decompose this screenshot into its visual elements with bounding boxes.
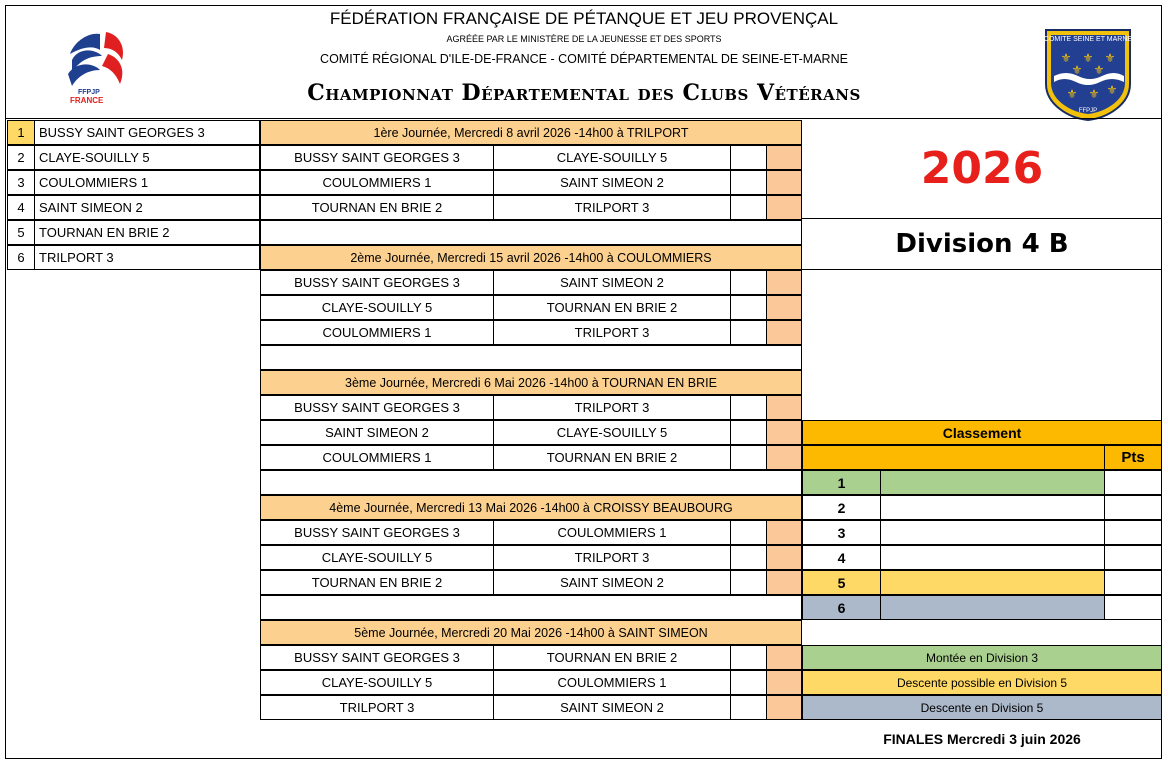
score-cell <box>766 195 802 220</box>
away-team: CLAYE-SOUILLY 5 <box>493 145 731 170</box>
score-cell <box>730 670 767 695</box>
away-team: TOURNAN EN BRIE 2 <box>493 445 731 470</box>
round-header: 4ème Journée, Mercredi 13 Mai 2026 -14h00 à CROISSY BEAUBOURG <box>260 495 802 520</box>
away-team: TRILPORT 3 <box>493 395 731 420</box>
team-number: 5 <box>7 220 35 245</box>
score-cell <box>766 445 802 470</box>
home-team: BUSSY SAINT GEORGES 3 <box>260 270 494 295</box>
rank-team <box>880 520 1105 545</box>
score-cell <box>766 395 802 420</box>
home-team: SAINT SIMEON 2 <box>260 420 494 445</box>
team-number: 1 <box>7 120 35 145</box>
classement-header <box>802 445 1105 470</box>
round-spacer <box>260 595 802 620</box>
logo-right-text: COMITE SEINE ET MARNE <box>1044 36 1132 43</box>
score-cell <box>766 295 802 320</box>
agreement-line: AGRÉÉE PAR LE MINISTÈRE DE LA JEUNESSE ET DES SPORTS <box>446 34 722 44</box>
score-cell <box>766 570 802 595</box>
away-team: SAINT SIMEON 2 <box>493 570 731 595</box>
home-team: TOURNAN EN BRIE 2 <box>260 570 494 595</box>
logo-left-country: FRANCE <box>70 96 104 105</box>
legend-promotion: Montée en Division 3 <box>802 645 1162 670</box>
home-team: COULOMMIERS 1 <box>260 445 494 470</box>
logo-right-sub: FFPJP <box>1078 108 1098 114</box>
home-team: COULOMMIERS 1 <box>260 320 494 345</box>
away-team: SAINT SIMEON 2 <box>493 270 731 295</box>
score-cell <box>730 645 767 670</box>
score-cell <box>730 295 767 320</box>
home-team: CLAYE-SOUILLY 5 <box>260 295 494 320</box>
season-year: 2026 <box>802 118 1162 219</box>
score-cell <box>766 270 802 295</box>
division-label: Division 4 B <box>802 219 1162 270</box>
home-team: BUSSY SAINT GEORGES 3 <box>260 520 494 545</box>
score-cell <box>730 145 767 170</box>
team-number: 2 <box>7 145 35 170</box>
away-team: TRILPORT 3 <box>493 320 731 345</box>
svg-text:⚜: ⚜ <box>1066 87 1078 101</box>
score-cell <box>730 520 767 545</box>
rank-team <box>880 495 1105 520</box>
round-header: 1ère Journée, Mercredi 8 avril 2026 -14h00 à TRILPORT <box>260 120 802 145</box>
rank-number: 6 <box>802 595 881 620</box>
svg-text:⚜: ⚜ <box>1106 83 1118 97</box>
score-cell <box>730 570 767 595</box>
rank-points <box>1104 545 1162 570</box>
home-team: BUSSY SAINT GEORGES 3 <box>260 145 494 170</box>
rank-number: 5 <box>802 570 881 595</box>
rank-points <box>1104 520 1162 545</box>
score-cell <box>730 545 767 570</box>
rank-team <box>880 545 1105 570</box>
comite-seine-et-marne-shield <box>1044 28 1132 122</box>
away-team: SAINT SIMEON 2 <box>493 695 731 720</box>
pts-header: Pts <box>1104 445 1162 470</box>
away-team: TRILPORT 3 <box>493 545 731 570</box>
rank-points <box>1104 495 1162 520</box>
score-cell <box>730 170 767 195</box>
legend-relegation: Descente en Division 5 <box>802 695 1162 720</box>
team-name: SAINT SIMEON 2 <box>34 195 260 220</box>
home-team: BUSSY SAINT GEORGES 3 <box>260 645 494 670</box>
home-team: BUSSY SAINT GEORGES 3 <box>260 395 494 420</box>
rank-number: 2 <box>802 495 881 520</box>
score-cell <box>730 195 767 220</box>
score-cell <box>766 545 802 570</box>
round-header: 3ème Journée, Mercredi 6 Mai 2026 -14h00 à TOURNAN EN BRIE <box>260 370 802 395</box>
team-name: BUSSY SAINT GEORGES 3 <box>34 120 260 145</box>
svg-text:⚜: ⚜ <box>1071 63 1083 77</box>
home-team: CLAYE-SOUILLY 5 <box>260 545 494 570</box>
legend-possible-relegation: Descente possible en Division 5 <box>802 670 1162 695</box>
team-name: TRILPORT 3 <box>34 245 260 270</box>
rank-points <box>1104 595 1162 620</box>
team-number: 4 <box>7 195 35 220</box>
team-name: COULOMMIERS 1 <box>34 170 260 195</box>
score-cell <box>730 270 767 295</box>
away-team: SAINT SIMEON 2 <box>493 170 731 195</box>
ffpjp-rooster-logo <box>60 26 136 106</box>
championship-title: Championnat Départemental des Clubs Vétérans <box>307 80 861 106</box>
rank-team <box>880 570 1105 595</box>
score-cell <box>766 320 802 345</box>
score-cell <box>730 445 767 470</box>
away-team: COULOMMIERS 1 <box>493 670 731 695</box>
svg-text:⚜: ⚜ <box>1104 51 1116 65</box>
score-cell <box>730 395 767 420</box>
committee-line: COMITÉ RÉGIONAL D'ILE-DE-FRANCE - COMITÉ DÉPARTEMENTAL DE SEINE-ET-MARNE <box>320 52 848 66</box>
team-number: 3 <box>7 170 35 195</box>
score-cell <box>730 420 767 445</box>
score-cell <box>766 645 802 670</box>
rank-points <box>1104 470 1162 495</box>
rank-points <box>1104 570 1162 595</box>
round-spacer <box>260 470 802 495</box>
round-header: 2ème Journée, Mercredi 15 avril 2026 -14h00 à COULOMMIERS <box>260 245 802 270</box>
away-team: TOURNAN EN BRIE 2 <box>493 645 731 670</box>
svg-text:⚜: ⚜ <box>1060 51 1072 65</box>
finals-date: FINALES Mercredi 3 juin 2026 <box>883 731 1081 747</box>
team-number: 6 <box>7 245 35 270</box>
svg-text:⚜: ⚜ <box>1082 51 1094 65</box>
score-cell <box>730 695 767 720</box>
away-team: TRILPORT 3 <box>493 195 731 220</box>
score-cell <box>766 145 802 170</box>
home-team: TOURNAN EN BRIE 2 <box>260 195 494 220</box>
score-cell <box>766 670 802 695</box>
score-cell <box>766 695 802 720</box>
rank-number: 3 <box>802 520 881 545</box>
team-name: CLAYE-SOUILLY 5 <box>34 145 260 170</box>
score-cell <box>766 520 802 545</box>
classement-title: Classement <box>802 420 1162 445</box>
svg-text:⚜: ⚜ <box>1088 87 1100 101</box>
home-team: COULOMMIERS 1 <box>260 170 494 195</box>
rank-team <box>880 470 1105 495</box>
round-spacer <box>260 345 802 370</box>
away-team: TOURNAN EN BRIE 2 <box>493 295 731 320</box>
away-team: COULOMMIERS 1 <box>493 520 731 545</box>
score-cell <box>766 420 802 445</box>
home-team: CLAYE-SOUILLY 5 <box>260 670 494 695</box>
away-team: CLAYE-SOUILLY 5 <box>493 420 731 445</box>
round-spacer <box>260 220 802 245</box>
team-name: TOURNAN EN BRIE 2 <box>34 220 260 245</box>
federation-title: FÉDÉRATION FRANÇAISE DE PÉTANQUE ET JEU PROVENÇAL <box>329 9 839 28</box>
round-header: 5ème Journée, Mercredi 20 Mai 2026 -14h00 à SAINT SIMEON <box>260 620 802 645</box>
score-cell <box>730 320 767 345</box>
rank-number: 4 <box>802 545 881 570</box>
svg-text:⚜: ⚜ <box>1093 63 1105 77</box>
logo-left-text: FFPJP <box>78 89 100 96</box>
rank-number: 1 <box>802 470 881 495</box>
score-cell <box>766 170 802 195</box>
home-team: TRILPORT 3 <box>260 695 494 720</box>
rank-team <box>880 595 1105 620</box>
